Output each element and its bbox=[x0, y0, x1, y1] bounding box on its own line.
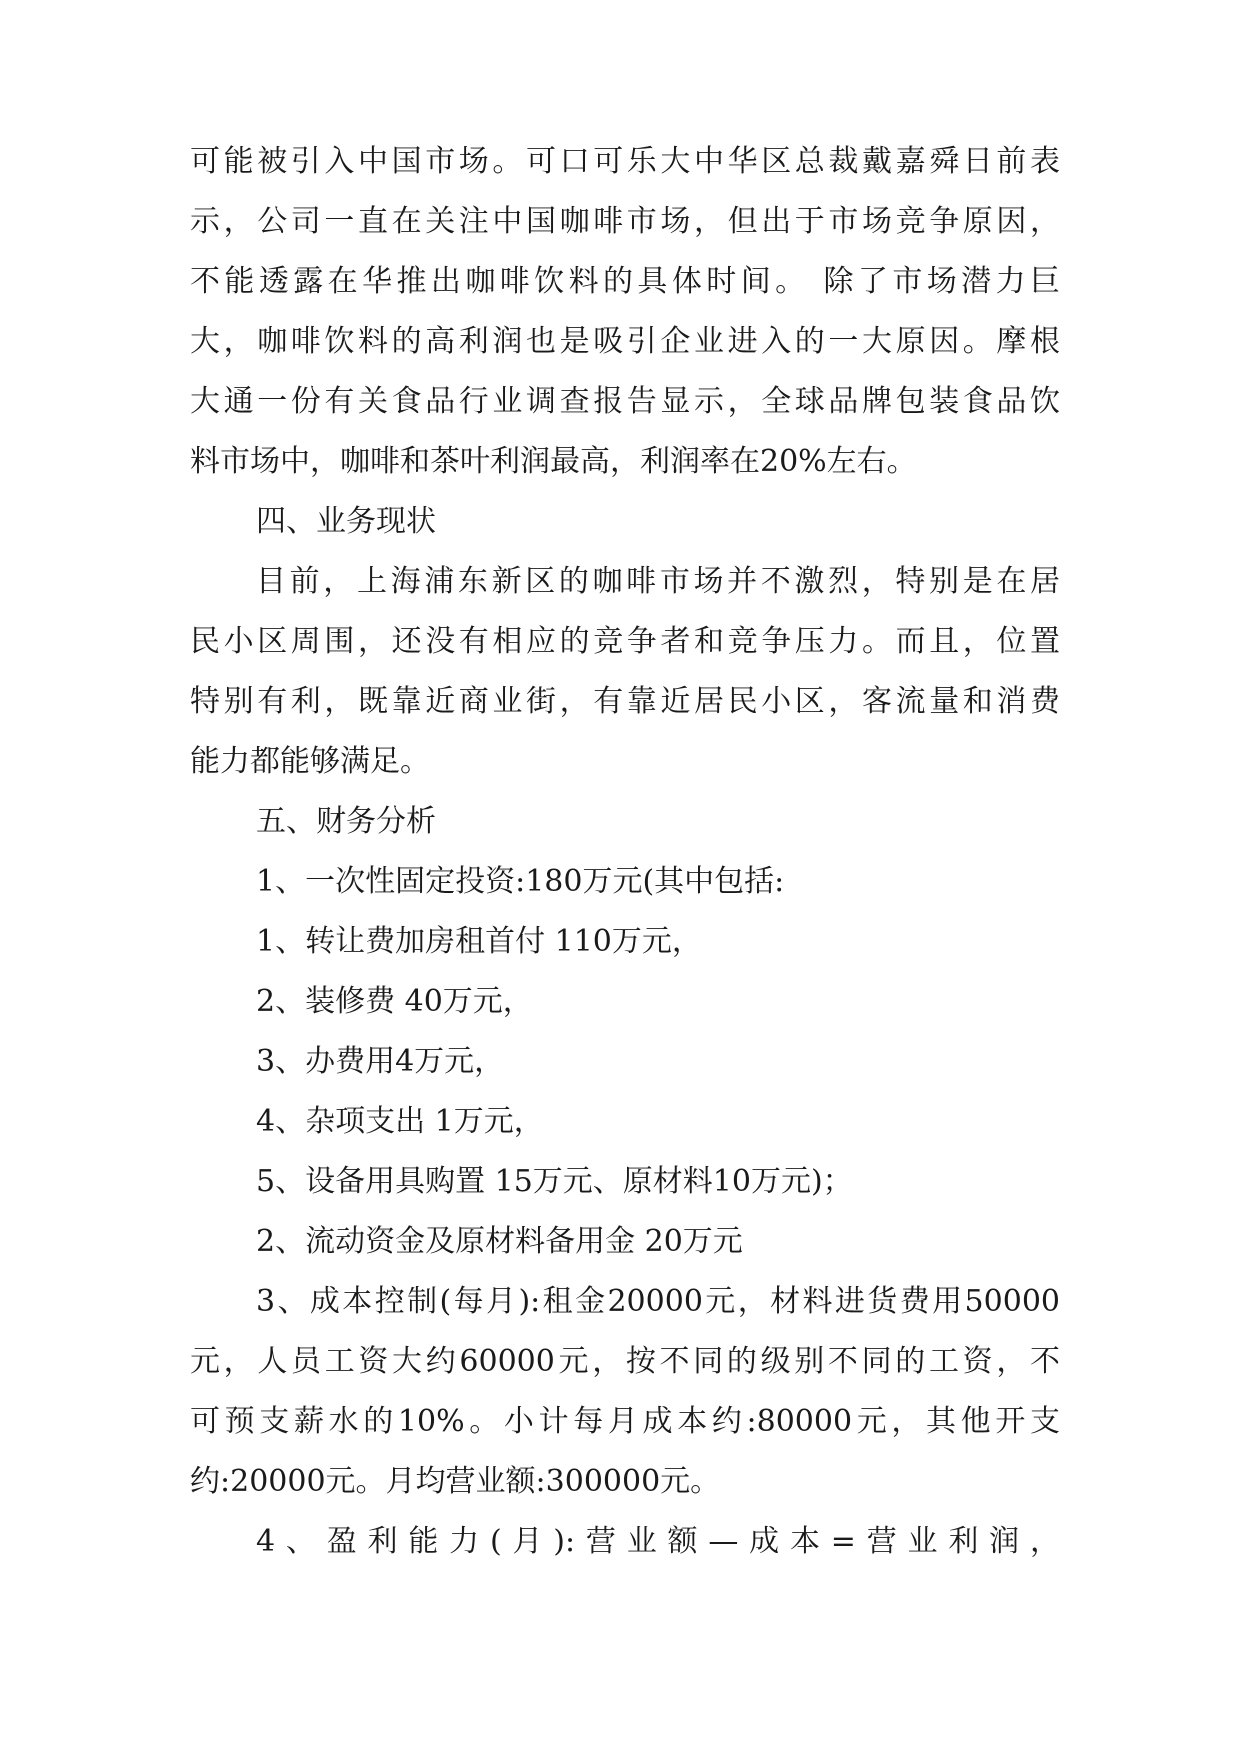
text-line: 不能透露在华推出咖啡饮料的具体时间。 除了市场潜力巨 bbox=[190, 264, 1060, 299]
list-item: 5、设备用具购置 15万元、原材料10万元)； bbox=[256, 1164, 853, 1199]
text-line: 示，公司一直在关注中国咖啡市场，但出于市场竞争原因， bbox=[190, 204, 1060, 239]
section-heading: 五、财务分析 bbox=[256, 804, 436, 839]
list-item: 2、装修费 40万元， bbox=[256, 984, 533, 1019]
text-line: 约:20000元。月均营业额:300000元。 bbox=[190, 1464, 721, 1499]
list-item: 2、流动资金及原材料备用金 20万元 bbox=[256, 1224, 743, 1259]
list-item: 4、杂项支出 1万元， bbox=[256, 1104, 544, 1139]
text-line: 大通一份有关食品行业调查报告显示，全球品牌包装食品饮 bbox=[190, 384, 1060, 419]
text-line: 可预支薪水的10%。小计每月成本约:80000元，其他开支 bbox=[190, 1404, 1060, 1439]
text-line: 可能被引入中国市场。可口可乐大中华区总裁戴嘉舜日前表 bbox=[190, 144, 1060, 179]
text-line: 能力都能够满足。 bbox=[190, 744, 430, 779]
list-item: 3、成本控制(每月):租金20000元，材料进货费用50000 bbox=[256, 1284, 1060, 1319]
text-line: 目前，上海浦东新区的咖啡市场并不激烈，特别是在居 bbox=[256, 564, 1060, 599]
text-line: 大，咖啡饮料的高利润也是吸引企业进入的一大原因。摩根 bbox=[190, 324, 1060, 359]
text-line: 民小区周围，还没有相应的竞争者和竞争压力。而且，位置 bbox=[190, 624, 1060, 659]
list-item: 4、盈利能力(月):营业额—成本=营业利润， bbox=[256, 1524, 1060, 1559]
text-line: 料市场中，咖啡和茶叶利润最高，利润率在20%左右。 bbox=[190, 444, 917, 479]
text-line: 特别有利，既靠近商业街，有靠近居民小区，客流量和消费 bbox=[190, 684, 1060, 719]
list-item: 1、一次性固定投资:180万元(其中包括: bbox=[256, 864, 785, 899]
text-line: 元，人员工资大约60000元，按不同的级别不同的工资，不 bbox=[190, 1344, 1060, 1379]
section-heading: 四、业务现状 bbox=[256, 504, 436, 539]
list-item: 1、转让费加房租首付 110万元， bbox=[256, 924, 702, 959]
list-item: 3、办费用4万元， bbox=[256, 1044, 505, 1079]
